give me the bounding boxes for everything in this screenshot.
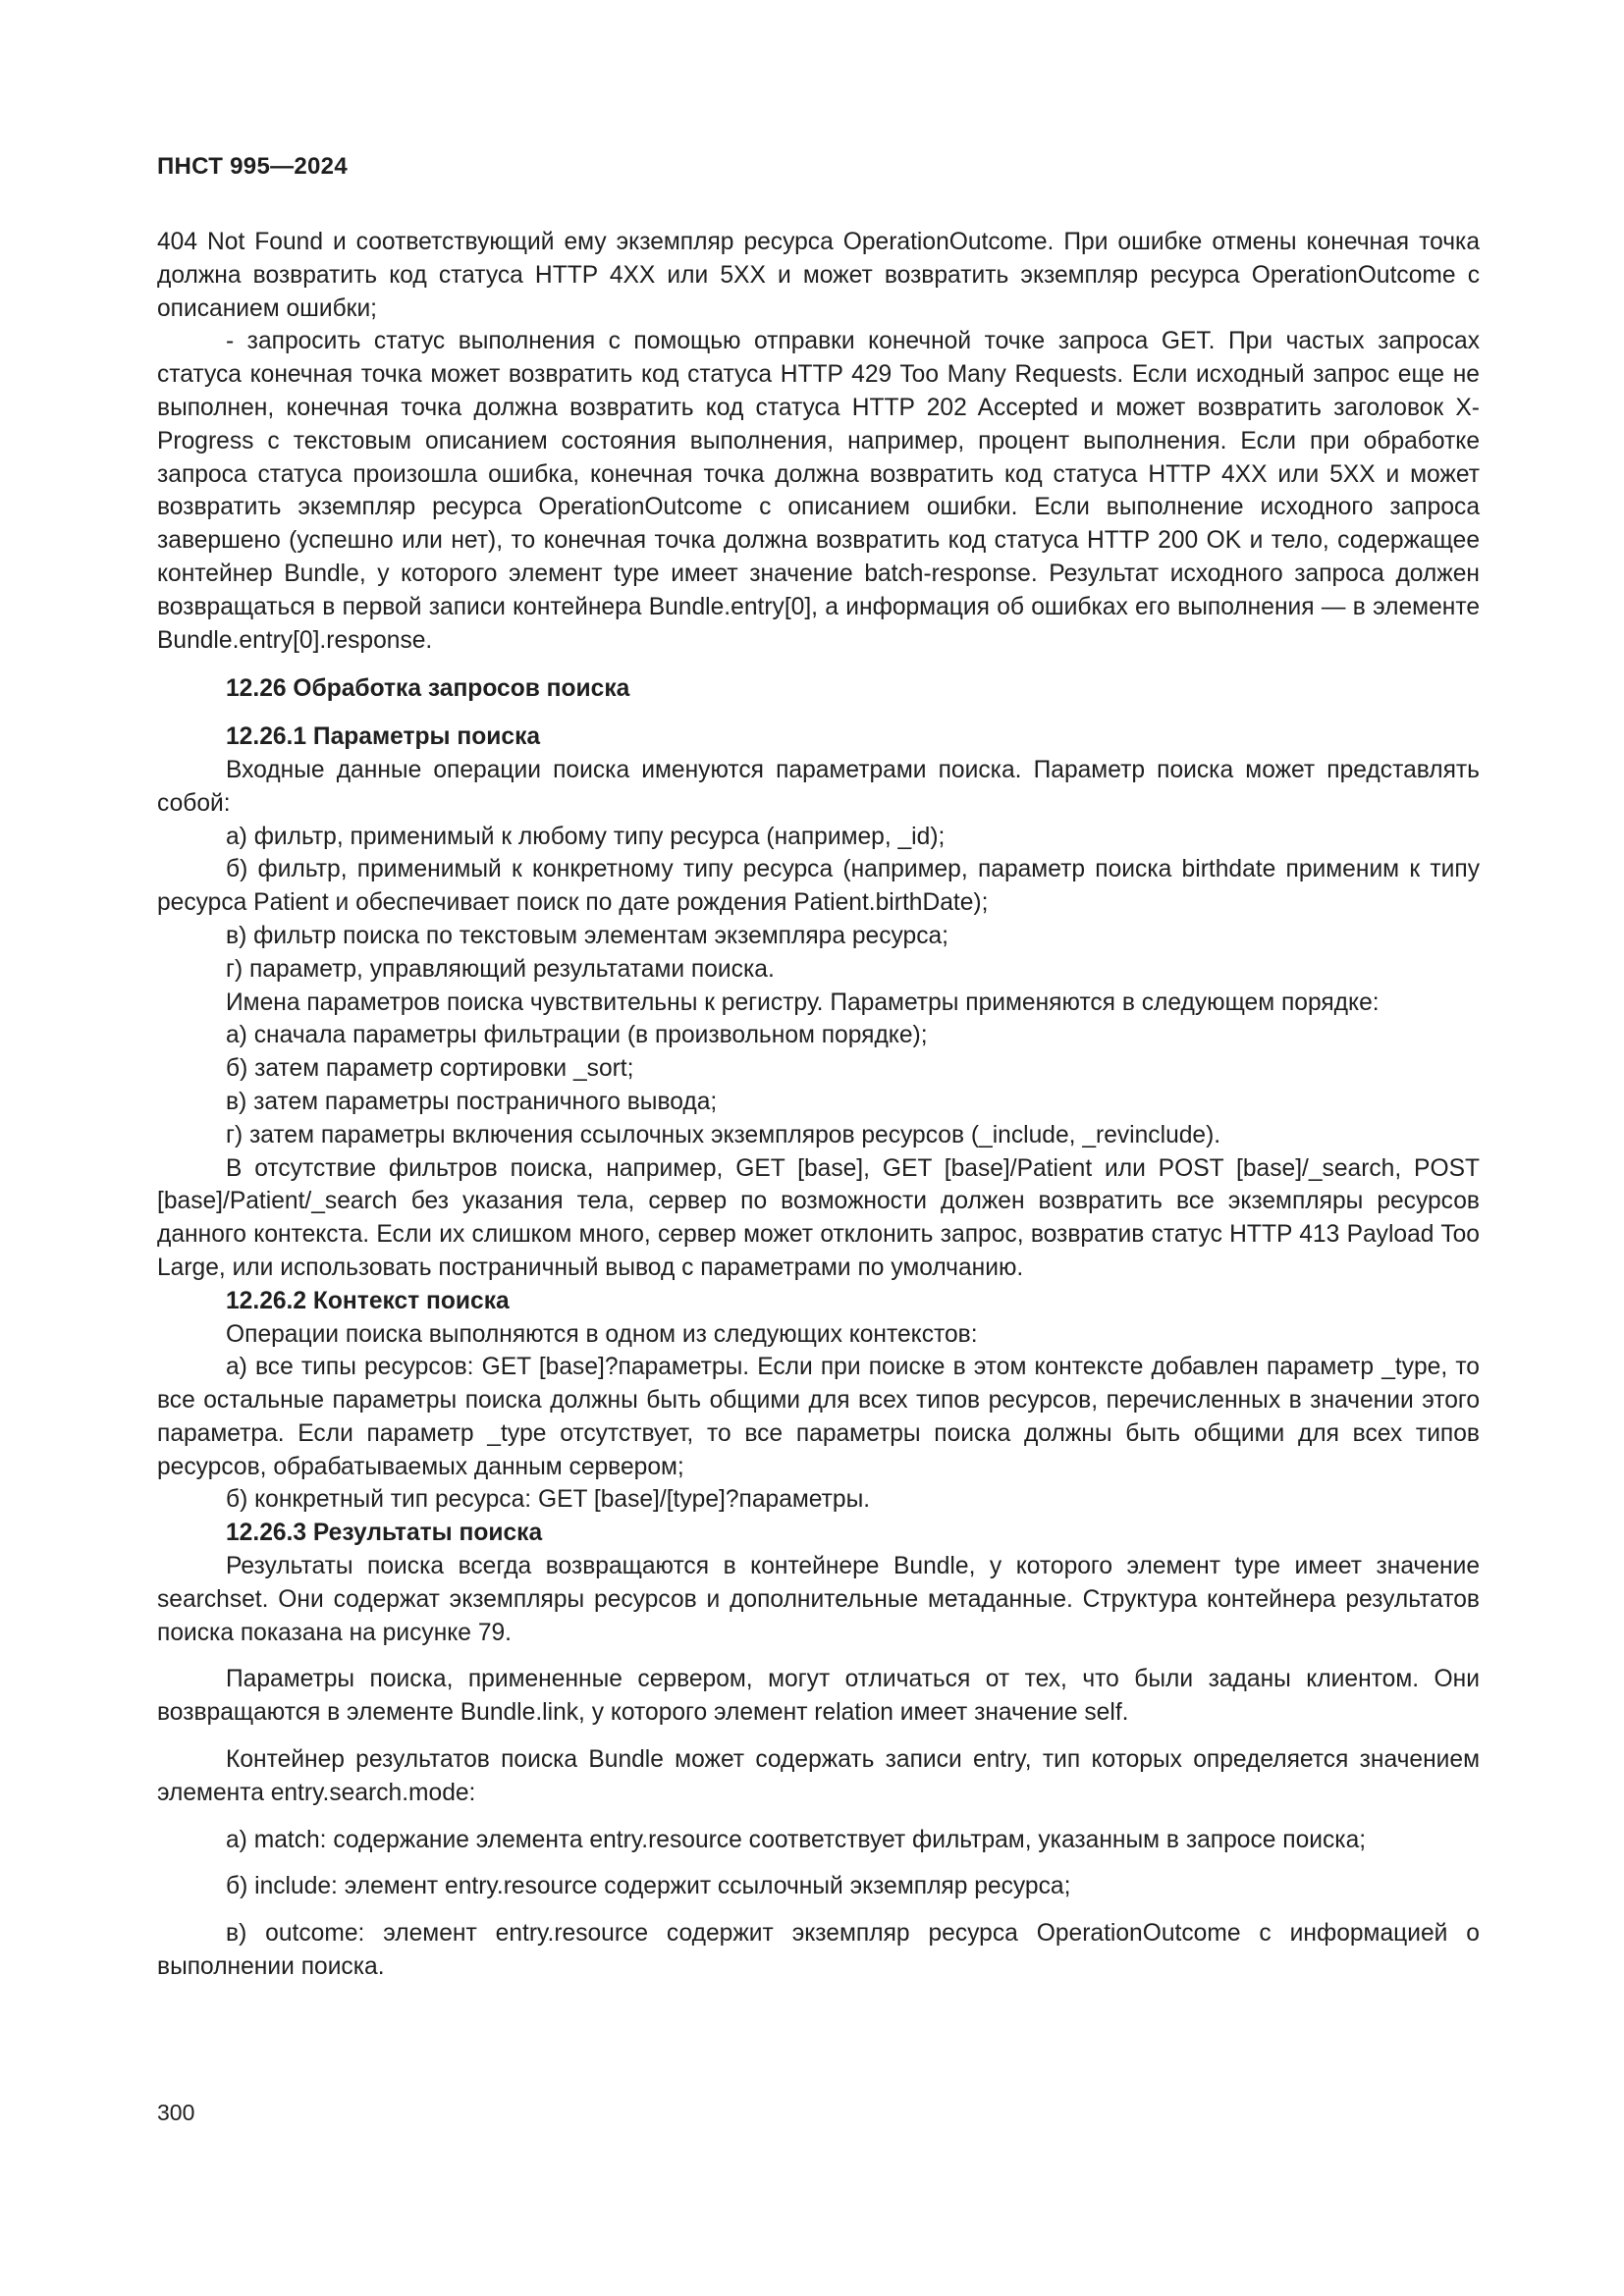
list-item: б) конкретный тип ресурса: GET [base]/[type]?параметры. (226, 1486, 871, 1514)
section-heading-12-26: 12.26 Обработка запросов поиска (226, 675, 630, 703)
paragraph: Результаты поиска всегда возвращаются в контейнере Bundle, у которого элемент type имеет значение searchset. Они содержат экземпляры ресурсов и дополнительные метаданные. Структура контейнера результатов поиска показана на рисунке 79. (157, 1553, 1480, 1646)
paragraph: Операции поиска выполняются в одном из следующих контекстов: (226, 1320, 978, 1348)
list-item: б) фильтр, применимый к конкретному типу ресурса (например, параметр поиска birthdate применим к типу ресурса Patient и обеспечивает поиск по дате рождения Patient.birthDate); (157, 856, 1480, 917)
paragraph: - запросить статус выполнения с помощью отправки конечной точке запроса GET. При частых запросах статуса конечная точка может возвратить код статуса HTTP 429 Too Many Requests. Если исходный запрос еще не выполнен, конечная точка должна возвратить код статуса HTTP 202 Accepted и может возвратить заголовок X-Progress с текстовым описанием состояния выполнения, например, процент выполнения. Если при обработке запроса статуса произошла ошибка, конечная точка должна возвратить код статуса HTTP 4XX или 5XX и может возвратить экземпляр ресурса OperationOutcome с описанием ошибки. Если выполнение исходного запроса завершено (успешно или нет), то конечная точка должна возвратить код статуса HTTP 200 OK и тело, содержащее контейнер Bundle, у которого элемент type имеет значение batch-response. Результат исходного запроса должен возвращаться в первой записи контейнера Bundle.entry[0], а информация об ошибках его выполнения — в элементе Bundle.entry[0].response. (157, 328, 1480, 654)
list-item: г) затем параметры включения ссылочных экземпляров ресурсов (_include, _revinclude). (226, 1121, 1221, 1148)
page-number: 300 (157, 2100, 195, 2125)
paragraph: Входные данные операции поиска именуются параметрами поиска. Параметр поиска может представлять собой: (157, 756, 1480, 817)
paragraph: Имена параметров поиска чувствительны к регистру. Параметры применяются в следующем порядке: (226, 988, 1380, 1016)
paragraph: Параметры поиска, примененные сервером, могут отличаться от тех, что были заданы клиентом. Они возвращаются в элементе Bundle.link, у которого элемент relation имеет значение self. (157, 1666, 1480, 1727)
paragraph: Контейнер результатов поиска Bundle может содержать записи entry, тип которых определяется значением элемента entry.search.mode: (157, 1746, 1480, 1806)
list-item: а) сначала параметры фильтрации (в произвольном порядке); (226, 1022, 928, 1049)
list-item: а) match: содержание элемента entry.resource соответствует фильтрам, указанным в запросе поиска; (226, 1826, 1367, 1853)
list-item: в) фильтр поиска по текстовым элементам экземпляра ресурса; (226, 922, 949, 949)
page-content (157, 226, 1480, 1984)
list-item: б) затем параметр сортировки _sort; (226, 1055, 634, 1083)
section-heading-12-26-2: 12.26.2 Контекст поиска (226, 1287, 510, 1314)
list-item: в) outcome: элемент entry.resource содержит экземпляр ресурса OperationOutcome с информацией о выполнении поиска. (157, 1920, 1480, 1981)
paragraph: В отсутствие фильтров поиска, например, GET [base], GET [base]/Patient или POST [base]/_search, POST [base]/Patient/_search без указания тела, сервер по возможности должен возвратить все экземпляры ресурсов данного контекста. Если их слишком много, сервер может отклонить запрос, возвратив статус HTTP 413 Payload Too Large, или использовать постраничный вывод с параметрами по умолчанию. (157, 1154, 1480, 1281)
section-heading-12-26-3: 12.26.3 Результаты поиска (226, 1520, 543, 1547)
document-code-header: ПНСТ 995—2024 (157, 153, 348, 180)
list-item: а) фильтр, применимый к любому типу ресурса (например, _id); (226, 823, 946, 850)
list-item: в) затем параметры постраничного вывода; (226, 1088, 718, 1115)
list-item: а) все типы ресурсов: GET [base]?параметры. Если при поиске в этом контексте добавлен параметр _type, то все остальные параметры поиска должны быть общими для всех типов ресурсов, перечисленных в значении этого параметра. Если параметр _type отсутствует, то все параметры поиска должны быть общими для всех типов ресурсов, обрабатываемых данным сервером; (157, 1354, 1480, 1480)
paragraph: 404 Not Found и соответствующий ему экземпляр ресурса OperationOutcome. При ошибке отмены конечная точка должна возвратить код статуса HTTP 4XX или 5XX и может возвратить экземпляр ресурса OperationOutcome с описанием ошибки; (157, 229, 1480, 322)
list-item: г) параметр, управляющий результатами поиска. (226, 955, 775, 983)
list-item: б) include: элемент entry.resource содержит ссылочный экземпляр ресурса; (226, 1873, 1071, 1900)
section-heading-12-26-1: 12.26.1 Параметры поиска (226, 723, 541, 751)
